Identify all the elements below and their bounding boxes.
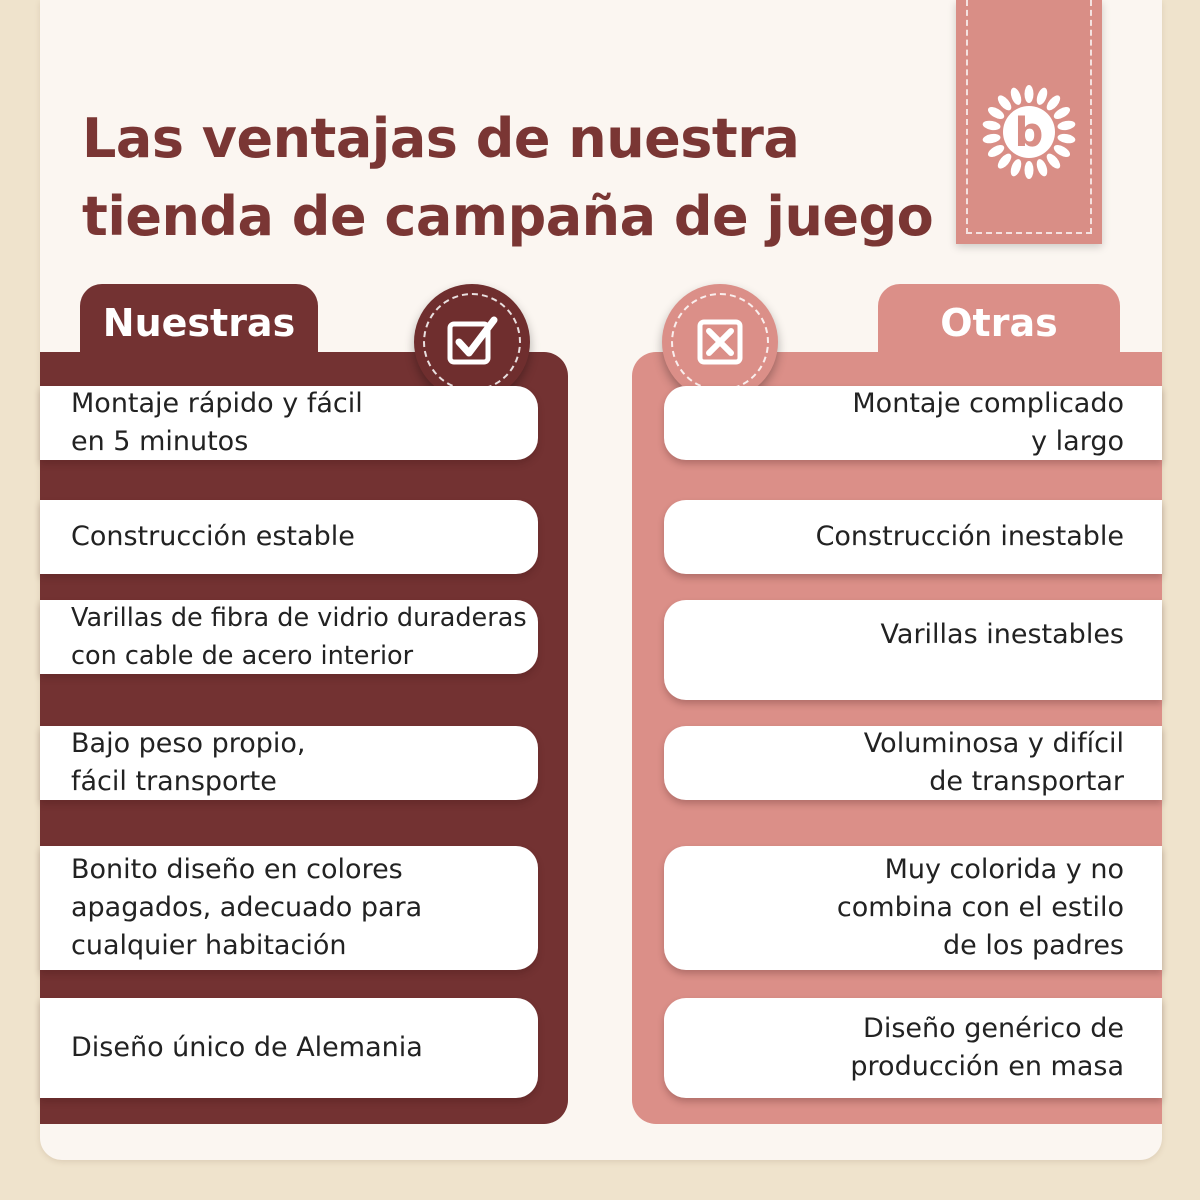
others-tab: Otras [878,284,1120,362]
page-title [82,100,962,256]
ours-tab: Nuestras [80,284,318,362]
ours-item-4: Bajo peso propio, fácil transporte [40,726,538,800]
others-item-5: Muy colorida y no combina con el estilo de los padres [664,846,1162,970]
logo-letter: b [1014,110,1044,156]
others-item-2: Construcción inestable [664,500,1162,574]
checkbox-check-icon [442,312,502,372]
others-item-6: Diseño genérico de producción en masa [664,998,1162,1098]
title-line-1: Las ventajas de nuestra [82,107,800,170]
brand-ribbon [956,0,1102,244]
others-item-1: Montaje complicado y largo [664,386,1162,460]
checkbox-x-icon [690,312,750,372]
others-item-4: Voluminosa y difícil de transportar [664,726,1162,800]
ours-item-2: Construcción estable [40,500,538,574]
ours-badge [414,284,530,400]
others-item-3: Varillas inestables [664,600,1162,700]
title-line-2: tienda de campaña de juego [82,185,934,248]
flower-logo-icon [979,82,1079,182]
ours-item-3: Varillas de fibra de vidrio duraderas con cable de acero interior [40,600,538,674]
ours-item-6: Diseño único de Alemania [40,998,538,1098]
ours-item-1: Montaje rápido y fácil en 5 minutos [40,386,538,460]
ours-item-5: Bonito diseño en colores apagados, adecuado para cualquier habitación [40,846,538,970]
others-badge [662,284,778,400]
